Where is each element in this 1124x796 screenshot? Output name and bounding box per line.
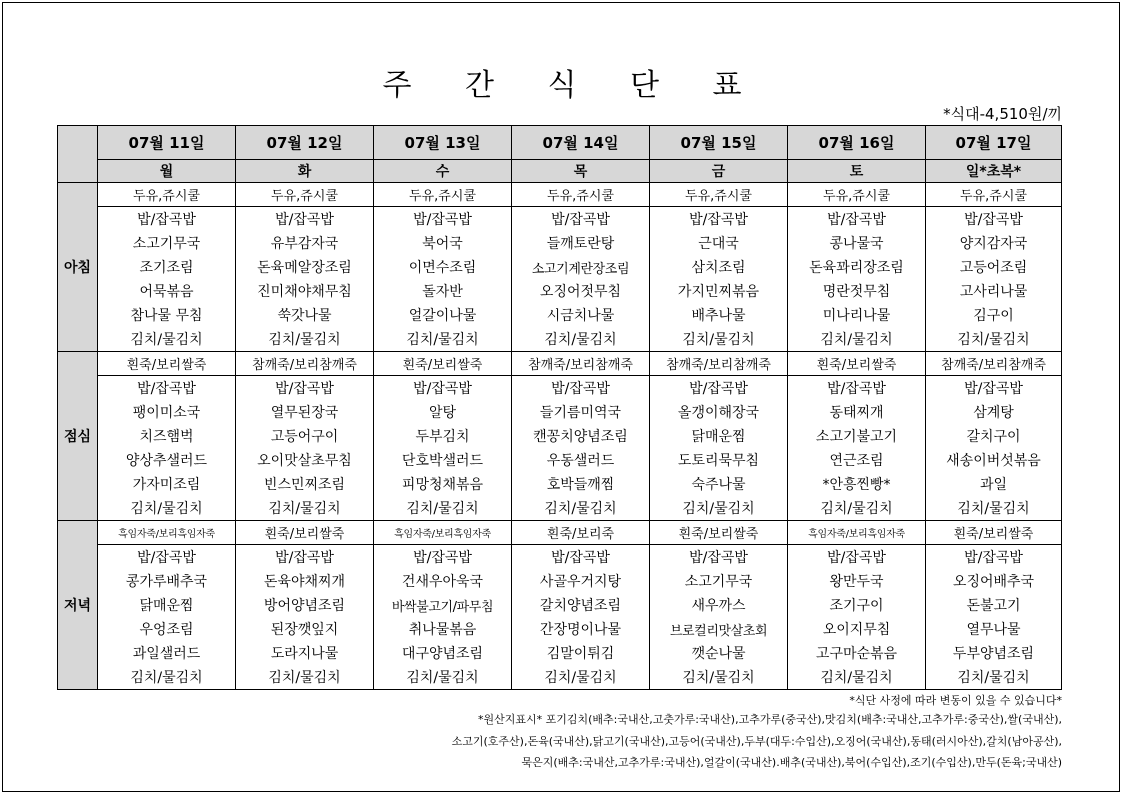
menu-item: 갈치구이 xyxy=(926,424,1062,448)
menu-item: 양상추샐러드 xyxy=(98,448,236,472)
menu-item: 김치/물김치 xyxy=(650,665,788,690)
menu-item: 유부감자국 xyxy=(236,231,374,255)
porridge-cell: 두유,쥬시쿨 xyxy=(374,183,512,207)
weekday-header-row xyxy=(58,160,1062,183)
weekday-header: 화 xyxy=(236,160,374,183)
menu-item: 미나리나물 xyxy=(788,303,926,327)
menu-item: 고등어조림 xyxy=(926,255,1062,279)
menu-item: 간장명이나물 xyxy=(512,617,650,641)
menu-item: 밥/잡곡밥 xyxy=(650,545,788,570)
menu-item: 밥/잡곡밥 xyxy=(512,376,650,401)
date-header: 07월 11일 xyxy=(98,126,236,160)
menu-item: 김치/물김치 xyxy=(236,665,374,690)
menu-item: 연근조림 xyxy=(788,448,926,472)
porridge-cell: 흑임자죽/보리흑임자죽 xyxy=(374,521,512,545)
porridge-cell: 두유,쥬시쿨 xyxy=(512,183,650,207)
menu-item: 밥/잡곡밥 xyxy=(374,545,512,570)
date-header: 07월 13일 xyxy=(374,126,512,160)
menu-item: 소고기불고기 xyxy=(788,424,926,448)
menu-item: 빈스민찌조림 xyxy=(236,472,374,496)
menu-item: 김치/물김치 xyxy=(236,327,374,352)
menu-item: 김치/물김치 xyxy=(926,496,1062,521)
date-header: 07월 16일 xyxy=(788,126,926,160)
menu-item: 김치/물김치 xyxy=(512,665,650,690)
porridge-cell: 흰죽/보리쌀죽 xyxy=(926,521,1062,545)
menu-item: 소고기무국 xyxy=(650,569,788,593)
menu-item: 밥/잡곡밥 xyxy=(926,376,1062,401)
page-title: 주 간 식 단 표 xyxy=(382,68,764,103)
menu-row xyxy=(58,545,1062,570)
menu-item: 밥/잡곡밥 xyxy=(926,545,1062,570)
menu-item: 고사리나물 xyxy=(926,279,1062,303)
menu-item: 김치/물김치 xyxy=(374,327,512,352)
meal-label: 점심 xyxy=(58,352,98,521)
menu-item: 김치/물김치 xyxy=(788,665,926,690)
meal-price: *식대-4,510원/끼 xyxy=(943,105,1062,123)
menu-item: 밥/잡곡밥 xyxy=(98,376,236,401)
date-header-row xyxy=(58,126,1062,160)
menu-item: 김치/물김치 xyxy=(374,496,512,521)
menu-item: 밥/잡곡밥 xyxy=(98,207,236,232)
porridge-cell: 두유,쥬시쿨 xyxy=(98,183,236,207)
menu-item: 돈육야채찌개 xyxy=(236,569,374,593)
weekday-header: 금 xyxy=(650,160,788,183)
menu-item: 콩나물국 xyxy=(788,231,926,255)
menu-item: 들기름미역국 xyxy=(512,400,650,424)
origin-line: 소고기(호주산),돈육(국내산),닭고기(국내산),고등어(국내산),두부(대두:수입산),오징어(국내산),동태(러시아산),갈치(남아공산), xyxy=(451,735,1062,748)
menu-item: 팽이미소국 xyxy=(98,400,236,424)
weekly-menu-table xyxy=(57,125,1062,690)
menu-item: 배추나물 xyxy=(650,303,788,327)
menu-item: 과일샐러드 xyxy=(98,641,236,665)
date-header: 07월 15일 xyxy=(650,126,788,160)
menu-row xyxy=(58,617,1062,641)
menu-item: 우동샐러드 xyxy=(512,448,650,472)
menu-item: 두부양념조림 xyxy=(926,641,1062,665)
menu-item: 들깨토란탕 xyxy=(512,231,650,255)
menu-row xyxy=(58,569,1062,593)
menu-item: 김치/물김치 xyxy=(926,327,1062,352)
menu-item: 밥/잡곡밥 xyxy=(650,376,788,401)
menu-item: 도토리묵무침 xyxy=(650,448,788,472)
origin-line: *원산지표시* 포기김치(배추:국내산,고춧가루:국내산),고추가루(중국산),맛김치(배추:국내산,고추가루:중국산),쌀(국내산), xyxy=(477,713,1062,726)
menu-item: 밥/잡곡밥 xyxy=(788,545,926,570)
menu-item: 얼갈이나물 xyxy=(374,303,512,327)
corner-cell xyxy=(58,126,98,183)
menu-item: 조기조림 xyxy=(98,255,236,279)
menu-item: 방어양념조림 xyxy=(236,593,374,617)
menu-item: 사골우거지탕 xyxy=(512,569,650,593)
menu-row xyxy=(58,496,1062,521)
menu-item: 왕만두국 xyxy=(788,569,926,593)
menu-item: 어묵볶음 xyxy=(98,279,236,303)
meal-label: 아침 xyxy=(58,183,98,352)
menu-item: 동태찌개 xyxy=(788,400,926,424)
menu-item: 삼계탕 xyxy=(926,400,1062,424)
menu-item: 숙주나물 xyxy=(650,472,788,496)
menu-row xyxy=(58,255,1062,279)
menu-item: 북어국 xyxy=(374,231,512,255)
porridge-cell: 흰죽/보리쌀죽 xyxy=(236,521,374,545)
porridge-cell: 흰죽/보리죽 xyxy=(512,521,650,545)
porridge-cell: 참깨죽/보리참깨죽 xyxy=(512,352,650,376)
menu-item: 김치/물김치 xyxy=(926,665,1062,690)
menu-item: 김치/물김치 xyxy=(236,496,374,521)
menu-item: 소고기무국 xyxy=(98,231,236,255)
menu-item: 피망청채볶음 xyxy=(374,472,512,496)
menu-item: 호박들깨찜 xyxy=(512,472,650,496)
menu-item: 깻순나물 xyxy=(650,641,788,665)
porridge-row xyxy=(58,183,1062,207)
porridge-cell: 참깨죽/보리참깨죽 xyxy=(926,352,1062,376)
menu-row xyxy=(58,303,1062,327)
porridge-cell: 흑임자죽/보리흑임자죽 xyxy=(788,521,926,545)
menu-item: 김치/물김치 xyxy=(512,327,650,352)
menu-item: 도라지나물 xyxy=(236,641,374,665)
menu-item: 밥/잡곡밥 xyxy=(98,545,236,570)
menu-item: 밥/잡곡밥 xyxy=(236,207,374,232)
weekday-header: 일*초복* xyxy=(926,160,1062,183)
menu-item: 올갱이해장국 xyxy=(650,400,788,424)
menu-item: 밥/잡곡밥 xyxy=(236,376,374,401)
menu-item: 오이지무침 xyxy=(788,617,926,641)
porridge-cell: 참깨죽/보리참깨죽 xyxy=(650,352,788,376)
menu-item: 김치/물김치 xyxy=(374,665,512,690)
menu-item: 오징어배추국 xyxy=(926,569,1062,593)
menu-item: 밥/잡곡밥 xyxy=(788,207,926,232)
weekday-header: 월 xyxy=(98,160,236,183)
menu-item: 오이맛살초무침 xyxy=(236,448,374,472)
menu-item: 건새우아욱국 xyxy=(374,569,512,593)
menu-item: 갈치양념조림 xyxy=(512,593,650,617)
weekday-header: 목 xyxy=(512,160,650,183)
menu-item: 브로컬리맛살초회 xyxy=(650,617,788,641)
porridge-cell: 참깨죽/보리참깨죽 xyxy=(236,352,374,376)
menu-item: 이면수조림 xyxy=(374,255,512,279)
menu-item: 돌자반 xyxy=(374,279,512,303)
menu-row xyxy=(58,231,1062,255)
menu-item: 명란젓무침 xyxy=(788,279,926,303)
menu-item: 김구이 xyxy=(926,303,1062,327)
date-header: 07월 14일 xyxy=(512,126,650,160)
menu-row xyxy=(58,472,1062,496)
menu-item: 새우까스 xyxy=(650,593,788,617)
menu-item: 조기구이 xyxy=(788,593,926,617)
menu-item: 과일 xyxy=(926,472,1062,496)
menu-item: 가지민찌볶음 xyxy=(650,279,788,303)
menu-item: 콩가루배추국 xyxy=(98,569,236,593)
menu-item: 근대국 xyxy=(650,231,788,255)
menu-item: 두부김치 xyxy=(374,424,512,448)
meal-label: 저녁 xyxy=(58,521,98,690)
porridge-cell: 흰죽/보리쌀죽 xyxy=(650,521,788,545)
menu-item: 된장깻잎지 xyxy=(236,617,374,641)
menu-item: 새송이버섯볶음 xyxy=(926,448,1062,472)
menu-row xyxy=(58,376,1062,401)
menu-body xyxy=(58,183,1062,690)
porridge-cell: 흑임자죽/보리흑임자죽 xyxy=(98,521,236,545)
menu-item: 취나물볶음 xyxy=(374,617,512,641)
porridge-cell: 흰죽/보리쌀죽 xyxy=(98,352,236,376)
menu-item: 밥/잡곡밥 xyxy=(236,545,374,570)
porridge-cell: 흰죽/보리쌀죽 xyxy=(374,352,512,376)
porridge-cell: 두유,쥬시쿨 xyxy=(788,183,926,207)
menu-item: 밥/잡곡밥 xyxy=(512,545,650,570)
menu-item: 대구양념조림 xyxy=(374,641,512,665)
porridge-cell: 흰죽/보리쌀죽 xyxy=(788,352,926,376)
menu-item: 치즈햄벅 xyxy=(98,424,236,448)
menu-row xyxy=(58,400,1062,424)
menu-row xyxy=(58,448,1062,472)
menu-item: 돈육메알장조림 xyxy=(236,255,374,279)
menu-item: 김말이튀김 xyxy=(512,641,650,665)
menu-item: 김치/물김치 xyxy=(512,496,650,521)
menu-item: 소고기계란장조림 xyxy=(512,255,650,279)
weekday-header: 수 xyxy=(374,160,512,183)
menu-item: 김치/물김치 xyxy=(98,665,236,690)
menu-item: 바싹불고기/파무침 xyxy=(374,593,512,617)
menu-item: 김치/물김치 xyxy=(98,496,236,521)
menu-item: 오징어젓무침 xyxy=(512,279,650,303)
menu-item: 진미채야채무침 xyxy=(236,279,374,303)
menu-row xyxy=(58,327,1062,352)
menu-item: 쑥갓나물 xyxy=(236,303,374,327)
weekday-header: 토 xyxy=(788,160,926,183)
menu-item: 닭매운찜 xyxy=(98,593,236,617)
menu-item: *안흥찐빵* xyxy=(788,472,926,496)
menu-item: 김치/물김치 xyxy=(788,327,926,352)
menu-item: 밥/잡곡밥 xyxy=(374,376,512,401)
porridge-cell: 두유,쥬시쿨 xyxy=(236,183,374,207)
menu-item: 고구마순볶음 xyxy=(788,641,926,665)
menu-item: 우엉조림 xyxy=(98,617,236,641)
menu-item: 밥/잡곡밥 xyxy=(374,207,512,232)
menu-item: 밥/잡곡밥 xyxy=(650,207,788,232)
date-header: 07월 17일 xyxy=(926,126,1062,160)
menu-item: 시금치나물 xyxy=(512,303,650,327)
menu-item: 가자미조림 xyxy=(98,472,236,496)
menu-item: 돈불고기 xyxy=(926,593,1062,617)
menu-item: 밥/잡곡밥 xyxy=(788,376,926,401)
porridge-row xyxy=(58,352,1062,376)
origin-line: 묵은지(배추:국내산,고추가루:국내산),얼갈이(국내산).배추(국내산),북어(수입산),조기(수입산),만두(돈육;국내산) xyxy=(521,756,1062,769)
menu-row xyxy=(58,641,1062,665)
date-header: 07월 12일 xyxy=(236,126,374,160)
menu-item: 닭매운찜 xyxy=(650,424,788,448)
menu-item: 캔꽁치양념조림 xyxy=(512,424,650,448)
change-notice: *식단 사정에 따라 변동이 있을 수 있습니다* xyxy=(849,694,1062,707)
menu-row xyxy=(58,665,1062,690)
menu-item: 양지감자국 xyxy=(926,231,1062,255)
menu-item: 김치/물김치 xyxy=(98,327,236,352)
menu-item: 김치/물김치 xyxy=(788,496,926,521)
menu-item: 삼치조림 xyxy=(650,255,788,279)
menu-item: 김치/물김치 xyxy=(650,327,788,352)
menu-item: 단호박샐러드 xyxy=(374,448,512,472)
menu-item: 고등어구이 xyxy=(236,424,374,448)
menu-item: 김치/물김치 xyxy=(650,496,788,521)
porridge-row xyxy=(58,521,1062,545)
menu-item: 밥/잡곡밥 xyxy=(512,207,650,232)
menu-row xyxy=(58,279,1062,303)
menu-item: 열무나물 xyxy=(926,617,1062,641)
menu-row xyxy=(58,207,1062,232)
menu-item: 참나물 무침 xyxy=(98,303,236,327)
menu-item: 열무된장국 xyxy=(236,400,374,424)
menu-row xyxy=(58,424,1062,448)
menu-item: 밥/잡곡밥 xyxy=(926,207,1062,232)
menu-item: 돈육꽈리장조림 xyxy=(788,255,926,279)
menu-row xyxy=(58,593,1062,617)
porridge-cell: 두유,쥬시쿨 xyxy=(650,183,788,207)
porridge-cell: 두유,쥬시쿨 xyxy=(926,183,1062,207)
menu-item: 알탕 xyxy=(374,400,512,424)
